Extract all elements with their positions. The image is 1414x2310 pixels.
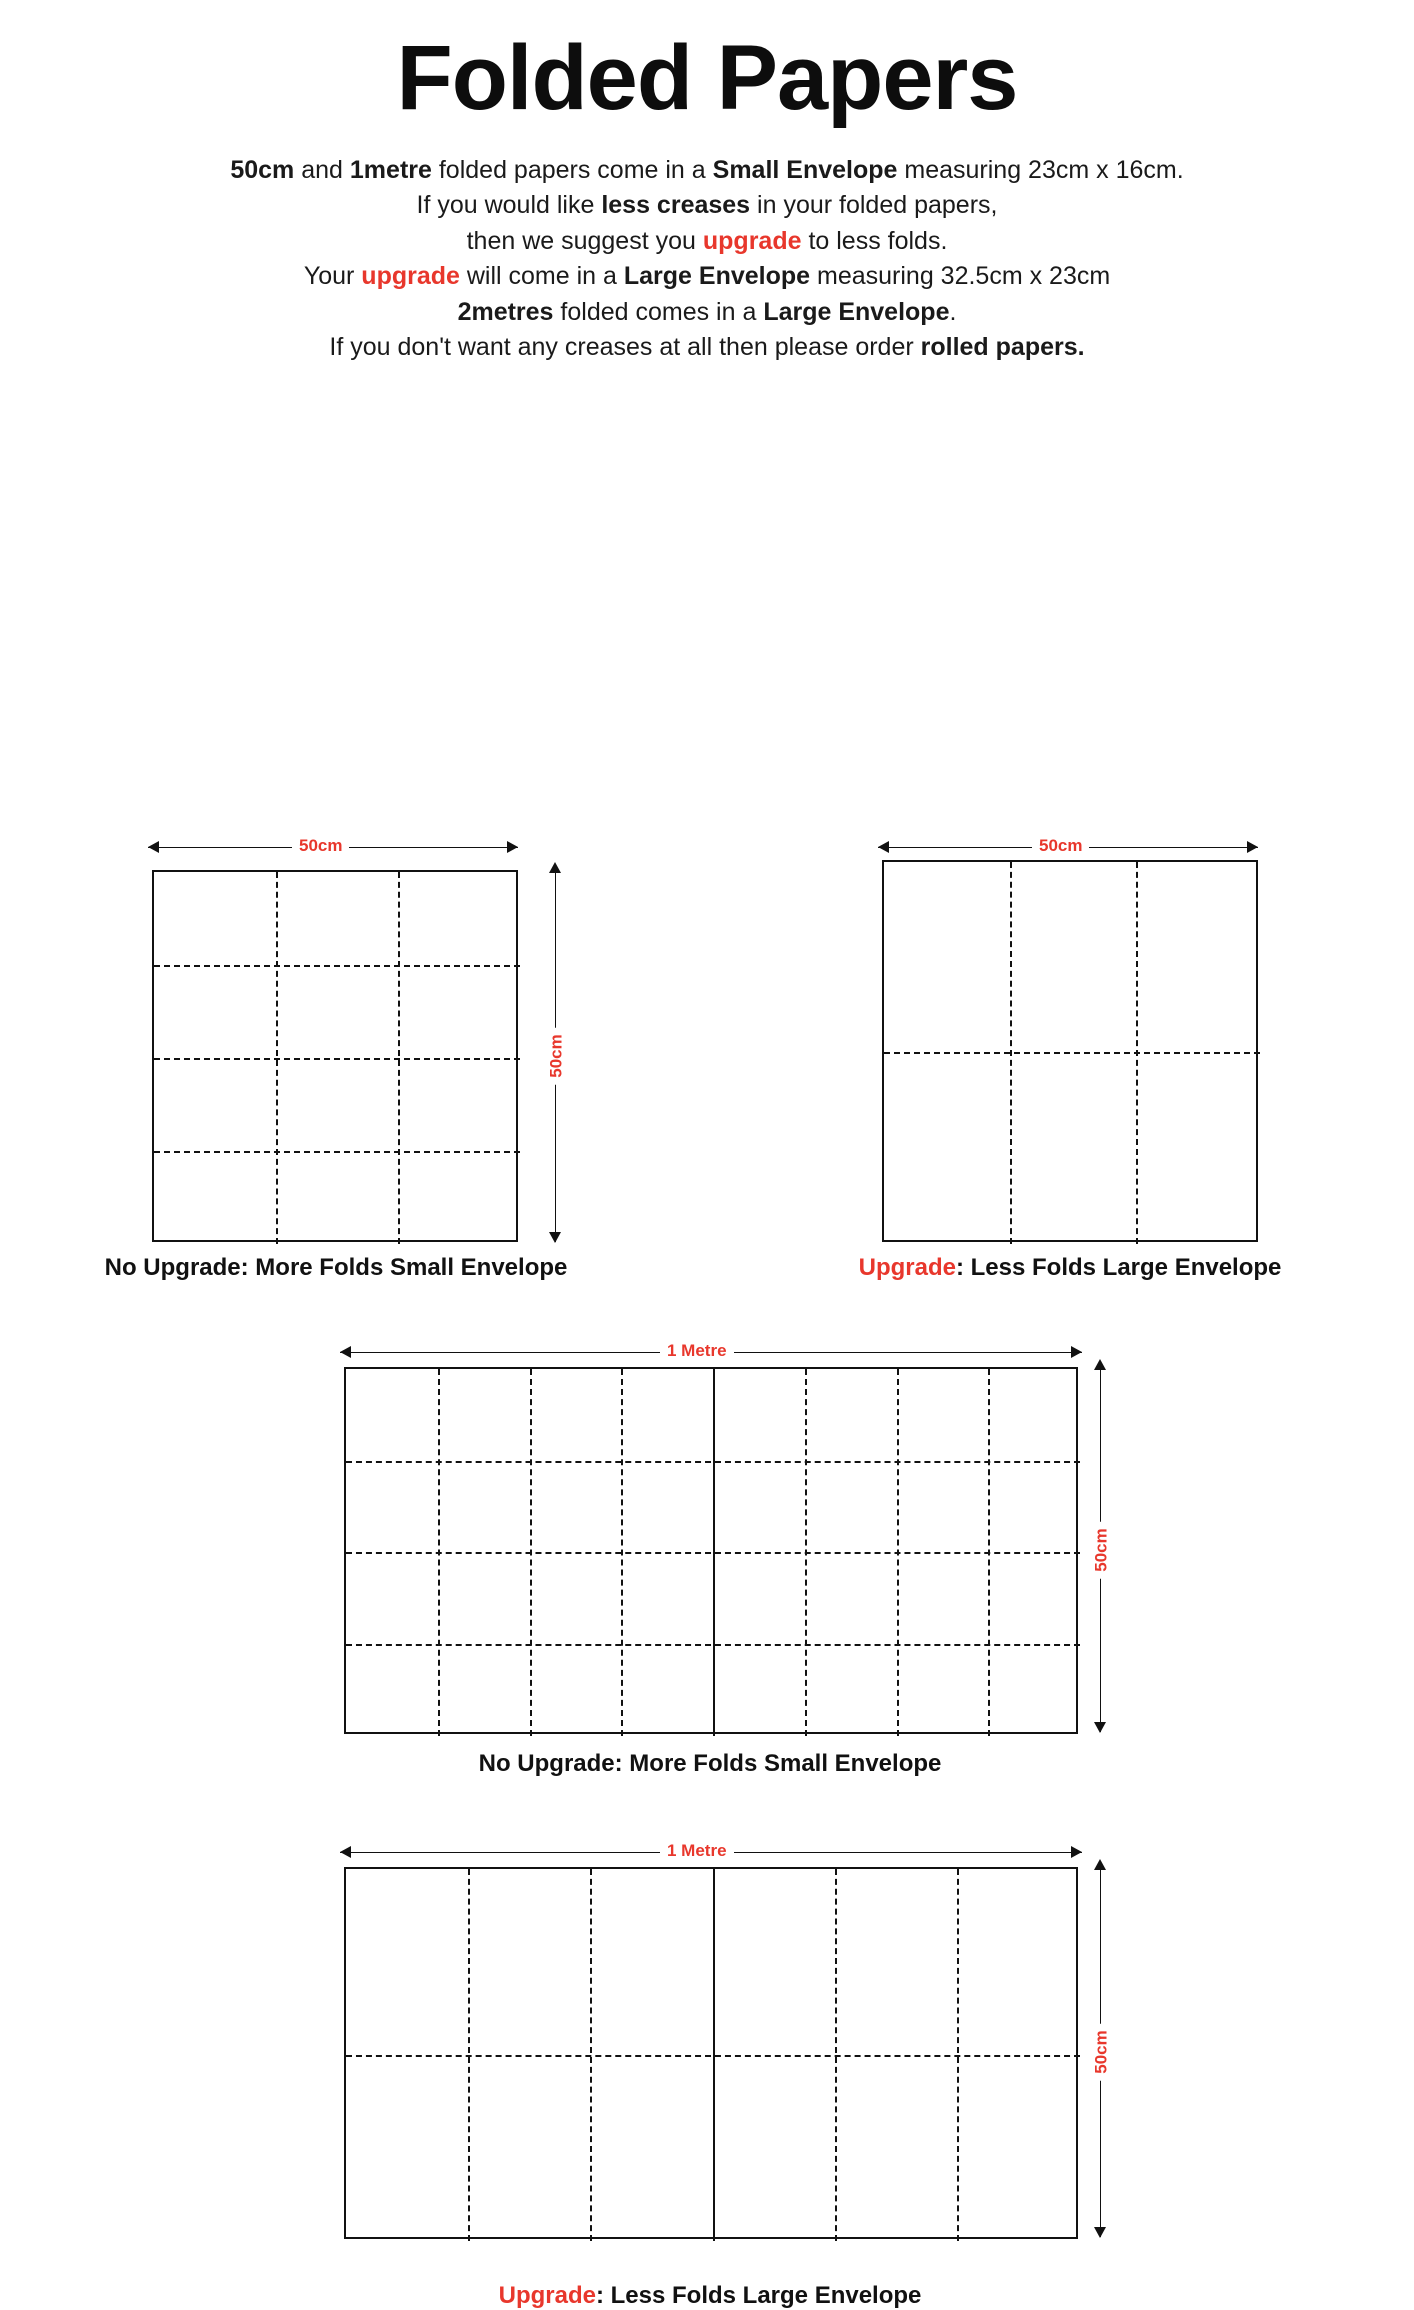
intro-line-4-part-e: measuring 32.5cm x 23cm bbox=[810, 262, 1111, 291]
intro-line-3-part-c: to less folds. bbox=[801, 226, 948, 255]
fold-line-horizontal bbox=[346, 1644, 1080, 1646]
intro-line-2-part-c: in your folded papers, bbox=[750, 191, 998, 220]
width-dimension-label: 1 Metre bbox=[660, 1841, 734, 1861]
intro-line-5-part-d: . bbox=[949, 297, 957, 326]
intro-line-2-part-b: less creases bbox=[601, 191, 751, 220]
intro-line-5 bbox=[117, 295, 1297, 331]
height-arrow-down-icon bbox=[549, 1232, 561, 1243]
intro-line-1-part-d: folded papers come in a bbox=[431, 155, 713, 184]
intro-line-4-part-c: will come in a bbox=[459, 262, 624, 291]
fold-line-horizontal bbox=[346, 1552, 1080, 1554]
height-arrow-up-icon bbox=[1094, 1359, 1106, 1370]
fold-line-horizontal bbox=[154, 1151, 520, 1153]
figure-caption bbox=[440, 1750, 980, 1778]
fold-line-horizontal bbox=[346, 1461, 1080, 1463]
caption-plain: : Less Folds Large Envelope bbox=[955, 1253, 1282, 1281]
intro-line-5-part-c: Large Envelope bbox=[763, 297, 950, 326]
intro-line-5-part-b: folded comes in a bbox=[553, 297, 764, 326]
width-dimension-label: 1 Metre bbox=[660, 1341, 734, 1361]
intro-line-3 bbox=[117, 224, 1297, 260]
intro-line-1-part-e: Small Envelope bbox=[712, 155, 898, 184]
figure-caption bbox=[440, 2282, 980, 2310]
paper-sheet bbox=[344, 1867, 1078, 2239]
width-arrow-left-icon bbox=[148, 841, 159, 853]
width-arrow-left-icon bbox=[340, 1846, 351, 1858]
caption-red: Upgrade bbox=[498, 2281, 596, 2309]
figure-caption bbox=[790, 1254, 1350, 1282]
intro-line-1-part-a: 50cm bbox=[230, 155, 295, 184]
fold-line-horizontal bbox=[154, 1058, 520, 1060]
intro-line-2-part-a: If you would like bbox=[416, 191, 602, 220]
width-arrow-right-icon bbox=[1071, 1346, 1082, 1358]
intro-line-1-part-f: measuring 23cm x 16cm. bbox=[897, 155, 1184, 184]
fold-line-horizontal bbox=[346, 2055, 1080, 2057]
paper-sheet bbox=[344, 1367, 1078, 1734]
intro-line-6-part-b: rolled papers. bbox=[920, 333, 1085, 362]
caption-red: Upgrade bbox=[858, 1253, 956, 1281]
height-dimension-label: 50cm bbox=[1092, 1521, 1112, 1578]
intro-line-5-part-a: 2metres bbox=[457, 297, 554, 326]
caption-plain: No Upgrade: More Folds Small Envelope bbox=[478, 1749, 942, 1777]
width-arrow-left-icon bbox=[878, 841, 889, 853]
page-title: Folded Papers bbox=[396, 27, 1018, 129]
intro-line-3-upgrade: upgrade bbox=[702, 226, 802, 255]
paper-sheet bbox=[152, 870, 518, 1242]
intro-line-4 bbox=[117, 259, 1297, 295]
height-arrow-up-icon bbox=[549, 862, 561, 873]
fold-line-horizontal bbox=[154, 965, 520, 967]
intro-paragraph bbox=[117, 153, 1297, 366]
intro-line-6-part-a: If you don't want any creases at all then please order bbox=[329, 333, 921, 362]
intro-line-1-part-c: 1metre bbox=[349, 155, 432, 184]
intro-line-1-part-b: and bbox=[294, 155, 350, 184]
intro-line-6 bbox=[117, 330, 1297, 366]
width-arrow-left-icon bbox=[340, 1346, 351, 1358]
paper-sheet bbox=[882, 860, 1258, 1242]
caption-plain: No Upgrade: More Folds Small Envelope bbox=[104, 1253, 568, 1281]
height-arrow-down-icon bbox=[1094, 2227, 1106, 2238]
caption-plain: : Less Folds Large Envelope bbox=[595, 2281, 922, 2309]
height-arrow-down-icon bbox=[1094, 1722, 1106, 1733]
intro-line-2 bbox=[117, 188, 1297, 224]
figure-caption bbox=[66, 1254, 606, 1282]
intro-line-1 bbox=[117, 153, 1297, 189]
intro-line-4-upgrade: upgrade bbox=[361, 262, 460, 291]
height-dimension-label: 50cm bbox=[547, 1027, 567, 1084]
height-arrow-up-icon bbox=[1094, 1859, 1106, 1870]
intro-line-3-part-a: then we suggest you bbox=[466, 226, 703, 255]
fold-line-horizontal bbox=[884, 1052, 1260, 1054]
intro-line-4-part-a: Your bbox=[303, 262, 362, 291]
width-dimension-label: 50cm bbox=[292, 836, 349, 856]
width-arrow-right-icon bbox=[507, 841, 518, 853]
height-dimension-label: 50cm bbox=[1092, 2023, 1112, 2080]
width-arrow-right-icon bbox=[1071, 1846, 1082, 1858]
intro-line-4-part-d: Large Envelope bbox=[623, 262, 811, 291]
width-arrow-right-icon bbox=[1247, 841, 1258, 853]
width-dimension-label: 50cm bbox=[1032, 836, 1089, 856]
